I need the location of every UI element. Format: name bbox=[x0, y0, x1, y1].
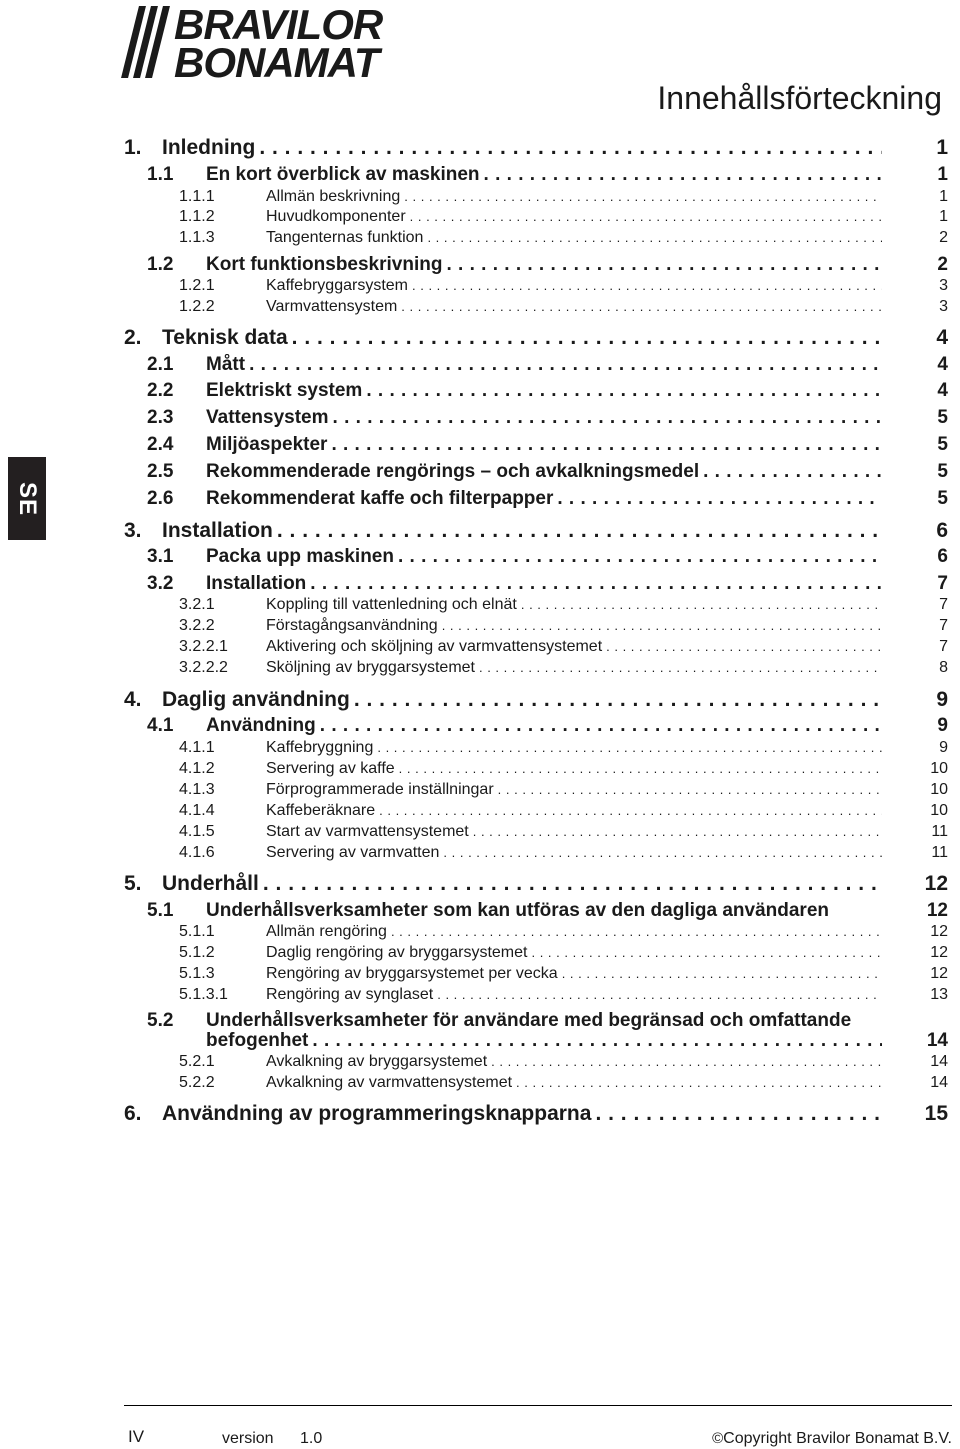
toc-entry-number: 5.1.3 bbox=[179, 965, 215, 982]
toc-entry-page: 5 bbox=[937, 488, 948, 509]
toc-dot-leader bbox=[350, 688, 882, 712]
toc-entry-number: 4.1.3 bbox=[179, 781, 215, 798]
toc-entry-level-2[interactable] bbox=[147, 164, 948, 186]
toc-entry-page: 5 bbox=[937, 407, 948, 428]
page-title: Innehållsförteckning bbox=[657, 80, 942, 116]
toc-entry-level-2[interactable] bbox=[147, 900, 948, 922]
toc-entry-level-2[interactable] bbox=[147, 380, 948, 402]
toc-entry-number: 5.2 bbox=[147, 1010, 174, 1031]
toc-entry-page: 7 bbox=[937, 573, 948, 594]
toc-entry-title: Mått bbox=[206, 354, 246, 375]
toc-entry-number: 1.1.3 bbox=[179, 229, 215, 246]
toc-dot-leader bbox=[512, 1075, 882, 1090]
toc-entry-page: 3 bbox=[939, 298, 948, 315]
toc-entry-title: Avkalkning av varmvattensystemet bbox=[266, 1074, 513, 1091]
toc-entry-page: 9 bbox=[937, 715, 948, 736]
toc-entry-level-3[interactable] bbox=[179, 188, 948, 206]
toc-entry-page: 7 bbox=[939, 638, 948, 655]
toc-entry-level-2[interactable] bbox=[147, 715, 948, 737]
toc-entry-number: 5.2.1 bbox=[179, 1053, 215, 1070]
toc-entry-level-3[interactable] bbox=[179, 802, 948, 820]
toc-entry-level-2[interactable] bbox=[147, 434, 948, 456]
toc-entry-number: 2.1 bbox=[147, 354, 174, 375]
toc-entry-page: 15 bbox=[924, 1102, 948, 1125]
toc-entry-title: Underhållsverksamheter som kan utföras av den dagliga användaren bbox=[206, 900, 830, 921]
toc-dot-leader bbox=[480, 164, 882, 186]
toc-dot-leader bbox=[394, 546, 882, 568]
toc-entry-level-3[interactable] bbox=[179, 844, 948, 862]
toc-entry-page: 12 bbox=[924, 872, 948, 895]
copyright-icon: © bbox=[712, 1430, 724, 1447]
toc-entry-page: 7 bbox=[939, 617, 948, 634]
toc-entry-number: 4.1.4 bbox=[179, 802, 215, 819]
toc-entry-page: 2 bbox=[937, 254, 948, 275]
toc-entry-page: 9 bbox=[936, 688, 948, 711]
toc-entry-page: 8 bbox=[939, 659, 948, 676]
toc-entry-title: Teknisk data bbox=[162, 326, 288, 349]
toc-entry-number: 4.1 bbox=[147, 715, 174, 736]
toc-entry-number: 3.2.2.1 bbox=[179, 638, 228, 655]
toc-dot-leader bbox=[400, 189, 882, 204]
toc-entry-number: 1.2.1 bbox=[179, 277, 215, 294]
toc-entry-title: Varmvattensystem bbox=[266, 298, 398, 315]
toc-dot-leader bbox=[517, 597, 882, 612]
toc-entry-page: 14 bbox=[930, 1053, 948, 1070]
toc-entry-number: 4.1.5 bbox=[179, 823, 215, 840]
toc-entry-number: 3.2.2.2 bbox=[179, 659, 228, 676]
toc-entry-page: 11 bbox=[931, 823, 948, 840]
toc-entry-number: 6. bbox=[124, 1102, 142, 1125]
toc-dot-leader bbox=[438, 618, 882, 633]
toc-dot-leader bbox=[475, 660, 882, 675]
toc-dot-leader bbox=[487, 1054, 882, 1069]
toc-entry-page: 4 bbox=[937, 380, 948, 401]
toc-entry-title: Allmän rengöring bbox=[266, 923, 387, 940]
footer-page-number: IV bbox=[128, 1427, 145, 1446]
toc-entry-title: En kort överblick av maskinen bbox=[206, 164, 480, 185]
toc-entry-page: 13 bbox=[930, 986, 948, 1003]
toc-entry-number: 2.6 bbox=[147, 488, 174, 509]
toc-entry-level-1[interactable] bbox=[124, 519, 948, 543]
toc-dot-leader bbox=[245, 354, 882, 376]
toc-dot-leader bbox=[442, 254, 882, 276]
toc-entry-page: 12 bbox=[930, 965, 948, 982]
toc-entry-level-3[interactable] bbox=[179, 277, 948, 295]
toc-entry-level-2[interactable] bbox=[147, 354, 948, 376]
toc-entry-page: 5 bbox=[937, 434, 948, 455]
toc-entry-number: 3.1 bbox=[147, 546, 174, 567]
toc-entry-page: 5 bbox=[937, 461, 948, 482]
toc-entry-level-3[interactable] bbox=[179, 986, 948, 1004]
toc-entry-number: 4.1.1 bbox=[179, 739, 215, 756]
toc-entry-title: Servering av varmvatten bbox=[266, 844, 440, 861]
toc-dot-leader bbox=[494, 782, 882, 797]
toc-entry-title: Installation bbox=[206, 573, 307, 594]
toc-dot-leader bbox=[406, 209, 882, 224]
toc-entry-level-2[interactable] bbox=[147, 1010, 948, 1032]
toc-entry-title: Kaffebryggning bbox=[266, 739, 374, 756]
footer-divider bbox=[124, 1405, 952, 1406]
toc-entry-level-3[interactable] bbox=[179, 760, 948, 778]
toc-entry-level-1[interactable] bbox=[124, 326, 948, 350]
toc-entry-title: Sköljning av bryggarsystemet bbox=[266, 659, 475, 676]
toc-dot-leader bbox=[362, 380, 882, 402]
toc-dot-leader bbox=[306, 573, 882, 595]
toc-entry-title: Huvudkomponenter bbox=[266, 208, 406, 225]
toc-entry-title: Kaffeberäknare bbox=[266, 802, 376, 819]
toc-entry-number: 2.4 bbox=[147, 434, 174, 455]
toc-entry-title: Servering av kaffe bbox=[266, 760, 395, 777]
toc-entry-page: 4 bbox=[936, 326, 948, 349]
toc-entry-title: befogenhet bbox=[206, 1030, 309, 1051]
toc-entry-page: 1 bbox=[937, 164, 948, 185]
toc-entry-level-3[interactable] bbox=[179, 923, 948, 941]
toc-entry-page: 10 bbox=[930, 760, 948, 777]
toc-entry-number: 2.2 bbox=[147, 380, 174, 401]
toc-dot-leader bbox=[602, 639, 882, 654]
toc-dot-leader bbox=[288, 326, 882, 350]
logo-line-2: BONAMAT bbox=[174, 39, 379, 86]
toc-entry-level-3[interactable] bbox=[179, 781, 948, 799]
toc-entry-level-1[interactable] bbox=[124, 136, 948, 160]
footer-copyright-text: Copyright Bravilor Bonamat B.V. bbox=[723, 1430, 952, 1447]
toc-entry-page: 3 bbox=[939, 277, 948, 294]
toc-entry-page: 6 bbox=[937, 546, 948, 567]
toc-dot-leader bbox=[699, 461, 882, 483]
footer-version-number: 1.0 bbox=[300, 1430, 323, 1447]
toc-dot-leader bbox=[373, 740, 882, 755]
toc-entry-page: 12 bbox=[930, 923, 948, 940]
toc-dot-leader bbox=[329, 407, 882, 429]
toc-entry-level-2[interactable] bbox=[147, 546, 948, 568]
toc-dot-leader bbox=[273, 519, 882, 543]
toc-entry-number: 1.1.2 bbox=[179, 208, 215, 225]
toc-dot-leader bbox=[439, 845, 882, 860]
toc-entry-title: Installation bbox=[162, 519, 273, 542]
toc-entry-title: Förstagångsanvändning bbox=[266, 617, 438, 634]
toc-entry-number: 1.2.2 bbox=[179, 298, 215, 315]
logo-line-1: BRAVILOR bbox=[174, 1, 383, 48]
toc-entry-page: 1 bbox=[939, 208, 948, 225]
toc-dot-leader bbox=[527, 945, 882, 960]
toc-dot-leader bbox=[395, 761, 882, 776]
toc-entry-number: 3.2.2 bbox=[179, 617, 215, 634]
toc-entry-number: 5.1.2 bbox=[179, 944, 215, 961]
toc-dot-leader bbox=[375, 803, 882, 818]
toc-entry-number: 3.2 bbox=[147, 573, 174, 594]
toc-entry-level-3[interactable] bbox=[179, 596, 948, 614]
toc-entry-title: Koppling till vattenledning och elnät bbox=[266, 596, 517, 613]
toc-dot-leader bbox=[423, 230, 882, 245]
toc-entry-title: Förprogrammerade inställningar bbox=[266, 781, 494, 798]
toc-entry-number: 5. bbox=[124, 872, 142, 895]
toc-entry-title: Rekommenderat kaffe och filterpapper bbox=[206, 488, 554, 509]
toc-entry-level-2[interactable] bbox=[147, 488, 948, 510]
toc-entry-number: 4.1.6 bbox=[179, 844, 215, 861]
toc-entry-level-2[interactable] bbox=[147, 573, 948, 595]
toc-entry-number: 1.1.1 bbox=[179, 188, 215, 205]
toc-entry-number: 2.5 bbox=[147, 461, 174, 482]
toc-entry-title: Start av varmvattensystemet bbox=[266, 823, 469, 840]
toc-entry-page: 6 bbox=[936, 519, 948, 542]
toc-dot-leader bbox=[469, 824, 882, 839]
toc-entry-level-1[interactable] bbox=[124, 1102, 948, 1126]
toc-entry-title: Underhållsverksamheter för användare med begränsad och omfattande bbox=[206, 1010, 852, 1031]
toc-entry-title: Rengöring av synglaset bbox=[266, 986, 434, 1003]
toc-entry-level-2[interactable] bbox=[147, 254, 948, 276]
toc-entry-page: 11 bbox=[931, 844, 948, 861]
toc-entry-level-3[interactable] bbox=[179, 1074, 948, 1092]
toc-entry-title: Daglig användning bbox=[162, 688, 350, 711]
toc-entry-number: 5.2.2 bbox=[179, 1074, 215, 1091]
toc-entry-number: 5.1.3.1 bbox=[179, 986, 228, 1003]
toc-entry-number: 1. bbox=[124, 136, 142, 159]
toc-dot-leader bbox=[397, 299, 882, 314]
toc-entry-title: Underhåll bbox=[162, 872, 259, 895]
toc-entry-page: 10 bbox=[930, 781, 948, 798]
toc-entry-page: 14 bbox=[926, 1030, 948, 1051]
toc-entry-title: Avkalkning av bryggarsystemet bbox=[266, 1053, 488, 1070]
toc-dot-leader bbox=[259, 872, 882, 896]
toc-entry-number: 1.1 bbox=[147, 164, 174, 185]
toc-entry-level-3[interactable] bbox=[179, 617, 948, 635]
toc-entry-number: 5.1.1 bbox=[179, 923, 215, 940]
toc-entry-title: Rekommenderade rengörings – och avkalkningsmedel bbox=[206, 461, 700, 482]
toc-entry-title: Packa upp maskinen bbox=[206, 546, 394, 567]
toc-entry-level-1[interactable] bbox=[124, 872, 948, 896]
footer-copyright bbox=[712, 1430, 952, 1448]
toc-entry-title: Kort funktionsbeskrivning bbox=[206, 254, 443, 275]
toc-entry-title: Tangenternas funktion bbox=[266, 229, 424, 246]
toc-entry-level-3[interactable] bbox=[179, 208, 948, 226]
language-tab-label: SE bbox=[13, 481, 41, 516]
toc-entry-page: 1 bbox=[939, 188, 948, 205]
toc-entry-number: 3. bbox=[124, 519, 142, 542]
toc-entry-title: Användning bbox=[206, 715, 316, 736]
toc-entry-level-3[interactable] bbox=[179, 739, 948, 757]
toc-entry-number: 2. bbox=[124, 326, 142, 349]
toc-entry-title: Elektriskt system bbox=[206, 380, 363, 401]
toc-entry-number: 2.3 bbox=[147, 407, 174, 428]
toc-entry-title: Kaffebryggarsystem bbox=[266, 277, 408, 294]
toc-entry-level-3[interactable] bbox=[179, 823, 948, 841]
toc-entry-page: 10 bbox=[930, 802, 948, 819]
toc-dot-leader bbox=[433, 987, 882, 1002]
toc-entry-page: 1 bbox=[936, 136, 948, 159]
toc-entry-page: 12 bbox=[930, 944, 948, 961]
toc-entry-page: 4 bbox=[937, 354, 948, 375]
toc-dot-leader bbox=[558, 966, 882, 981]
toc-dot-leader bbox=[327, 434, 882, 456]
toc-entry-title: Aktivering och sköljning av varmvattensystemet bbox=[266, 638, 603, 655]
toc-entry-title: Miljöaspekter bbox=[206, 434, 328, 455]
toc-entry-page: 2 bbox=[939, 229, 948, 246]
toc-entry-level-1[interactable] bbox=[124, 688, 948, 712]
toc-entry-number: 1.2 bbox=[147, 254, 174, 275]
toc-dot-leader bbox=[408, 278, 882, 293]
toc-dot-leader bbox=[316, 715, 882, 737]
toc-entry-title: Allmän beskrivning bbox=[266, 188, 401, 205]
toc-entry-page: 12 bbox=[926, 900, 948, 921]
toc-dot-leader bbox=[255, 136, 882, 160]
toc-entry-number: 3.2.1 bbox=[179, 596, 215, 613]
toc-entry-level-2[interactable] bbox=[147, 461, 948, 483]
toc-entry-level-3[interactable] bbox=[179, 944, 948, 962]
toc-entry-level-3[interactable] bbox=[179, 659, 948, 677]
toc-entry-level-3[interactable] bbox=[179, 638, 948, 656]
toc-entry-title: Daglig rengöring av bryggarsystemet bbox=[266, 944, 528, 961]
toc-entry-number: 4.1.2 bbox=[179, 760, 215, 777]
toc-dot-leader bbox=[591, 1102, 882, 1126]
toc-entry-title: Vattensystem bbox=[206, 407, 329, 428]
toc-entry-level-3[interactable] bbox=[179, 298, 948, 316]
toc-entry-title: Rengöring av bryggarsystemet per vecka bbox=[266, 965, 558, 982]
toc-entry-level-2[interactable] bbox=[206, 1030, 948, 1052]
toc-entry-level-3[interactable] bbox=[179, 229, 948, 247]
footer-version-label: version bbox=[222, 1430, 274, 1447]
toc-entry-page: 14 bbox=[930, 1074, 948, 1091]
toc-entry-level-2[interactable] bbox=[147, 407, 948, 429]
toc-entry-number: 4. bbox=[124, 688, 142, 711]
toc-dot-leader bbox=[387, 924, 882, 939]
toc-dot-leader bbox=[553, 488, 882, 510]
toc-entry-level-3[interactable] bbox=[179, 1053, 948, 1071]
toc-entry-page: 7 bbox=[939, 596, 948, 613]
toc-entry-number: 5.1 bbox=[147, 900, 174, 921]
toc-entry-title: Inledning bbox=[162, 136, 256, 159]
toc-entry-title: Användning av programmeringsknapparna bbox=[162, 1102, 592, 1125]
toc-entry-level-3[interactable] bbox=[179, 965, 948, 983]
toc-dot-leader bbox=[308, 1030, 882, 1052]
toc-entry-page: 9 bbox=[939, 739, 948, 756]
